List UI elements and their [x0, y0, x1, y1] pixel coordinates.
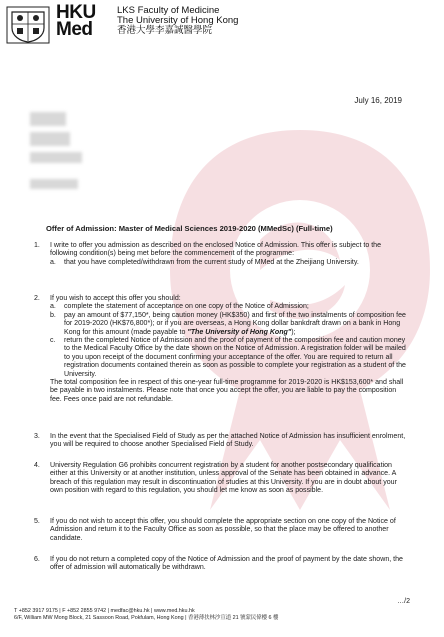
- fee-note: The total composition fee in respect of this one-year full-time programme for 2019-2020 is HK$153,600* and shall be payable in two instalments. Please note that once you accept the offer, you are liable to pay the composition fee. Fees once paid are not refundable.: [50, 379, 404, 403]
- letter-footer: [14, 608, 278, 622]
- faculty-name-block: [117, 6, 238, 36]
- sub-clause-label: c.: [50, 337, 56, 345]
- page-continuation-mark: …/2: [397, 598, 410, 605]
- footer-address-line: 6/F, William MW Mong Block, 21 Sassoon Road, Pokfulam, Hong Kong | 香港薄扶林沙宣道 21 號蒙民偉樓 6 樓: [14, 615, 279, 621]
- clause-text: In the event that the Specialised Field of Study as per the attached Notice of Admission has insufficient enrolment, you will be required to choose another Specialised Field of Study.: [50, 433, 406, 449]
- payee-name: "The University of Hong Kong": [187, 328, 292, 336]
- redacted-recipient-name: [30, 112, 66, 126]
- faculty-name: LKS Faculty of Medicine: [117, 5, 220, 16]
- sub-clause-label: a.: [50, 258, 56, 266]
- clause-1: [34, 242, 406, 267]
- sub-clause-label: b.: [50, 311, 56, 319]
- letter-date: July 16, 2019: [354, 96, 402, 105]
- clause-number: 1.: [34, 242, 40, 249]
- sub-clause: [50, 303, 406, 311]
- clause-number: 5.: [34, 518, 40, 525]
- clause-text: If you do not wish to accept this offer, you should complete the appropriate section on one copy of the Notice of Admission and return it to the Faculty Office as soon as possible, so that the place may be offered to another candidate.: [50, 518, 396, 542]
- sub-clause: [50, 337, 406, 379]
- hku-crest-logo: [6, 6, 50, 44]
- sub-clause-label: a.: [50, 303, 56, 311]
- university-name: The University of Hong Kong: [117, 15, 239, 26]
- clause-text: If you do not return a completed copy of the Notice of Admission and the proof of payment by the date shown, the offer of admission will automatically be withdrawn.: [50, 556, 403, 572]
- clause-number: 6.: [34, 556, 40, 563]
- clause-number: 2.: [34, 295, 40, 302]
- sub-clause: [50, 259, 406, 267]
- sub-clause-text: complete the statement of acceptance on one copy of the Notice of Admission;: [64, 303, 309, 311]
- clause-text: University Regulation G6 prohibits concurrent registration by a student for another postsecondary qualification either at this University or at another institution, unless approval of the Senate has been obtained in advance. A breach of this regulation may result in discontinuation of studies at this University. If you are in doubt about your own position with regard to this regulation, you should let me know as soon as possible.: [50, 462, 397, 495]
- clause-text: If you wish to accept this offer you should:: [50, 295, 181, 302]
- redacted-recipient-address-2: [30, 152, 82, 163]
- clause-5: [34, 518, 406, 543]
- chinese-faculty-name: 香港大學李嘉誠醫學院: [117, 25, 213, 36]
- sub-clause-text: pay an amount of $77,150*, being caution money (HK$350) and first of the two instalments of composition fee for 2019-2020 (HK$76,800*); or if you are overseas, a Hong Kong dollar bankdraft drawn on a bank in Hong Kong for this amount (made payable to: [64, 311, 406, 336]
- sub-clause-text: return the completed Notice of Admission and the proof of payment of the composition fee and caution money to the Medical Faculty Office by the date shown on the Notice of Admission. A registration folder will be mailed to you upon receipt of the document confirming your acceptance of the offer. You are required to return all registration documents contained therein as soon as possible to complete your registration as a student of the University.: [64, 337, 406, 378]
- sub-clause: [50, 312, 406, 337]
- hku-med-wordmark: [56, 4, 96, 38]
- footer-contact-line: T +852 3917 9175 | F +852 2855 9742 | medfac@hku.hk | www.med.hku.hk: [14, 608, 195, 614]
- clause-number: 4.: [34, 462, 40, 469]
- clause-2: [34, 295, 406, 404]
- letter-title: Offer of Admission: Master of Medical Sciences 2019-2020 (MMedSc) (Full-time): [46, 224, 333, 233]
- clause-4: [34, 462, 406, 496]
- clause-number: 3.: [34, 433, 40, 440]
- med-wordmark: Med: [56, 19, 93, 40]
- clause-6: [34, 556, 406, 573]
- sub-clause-text: that you have completed/withdrawn from the current study of MMed at the Zheijiang University.: [64, 258, 359, 266]
- clause-text: I write to offer you admission as described on the enclosed Notice of Admission. This offer is subject to the following condition(s) being met before the commencement of the programme:: [50, 242, 381, 258]
- hku-wordmark: HKU: [56, 2, 96, 23]
- clause-3: [34, 433, 406, 450]
- sub-clause-text-end: );: [291, 328, 296, 336]
- redacted-recipient-address-1: [30, 132, 70, 146]
- redacted-recipient-address-3: [30, 179, 78, 189]
